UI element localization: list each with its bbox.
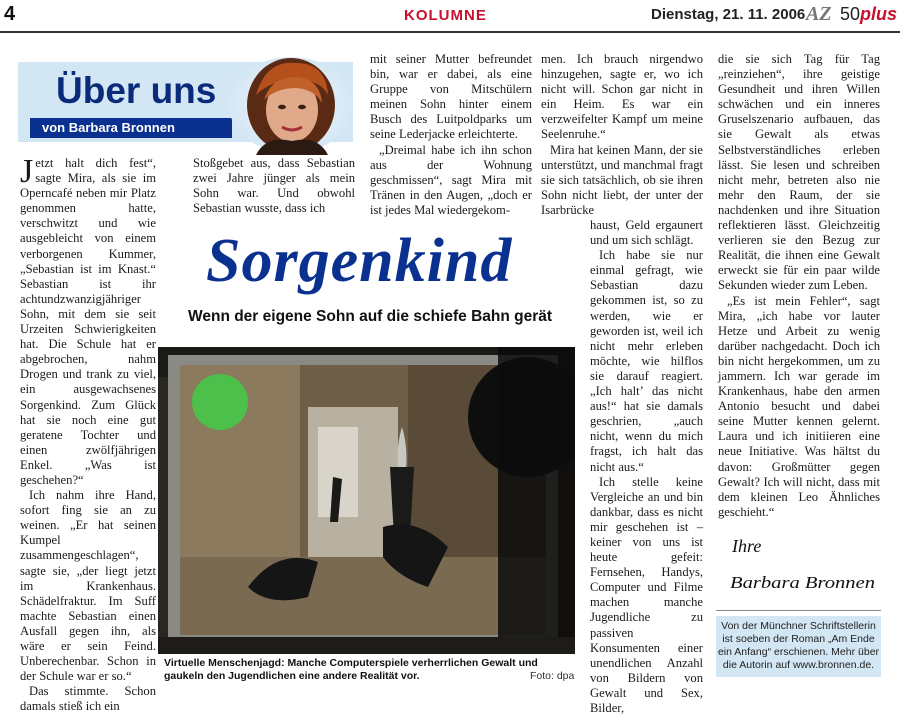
col5-paragraph-1: die sie sich Tag für Tag „reinziehen“, ihre geistige Gesundheit und ihren Willen schwächen und ein inneres Gruselszenario aufbauen, das sie Gewalt als etwas Selbstverständliches erleben lässt. Sie lesen und schreiben nicht mehr, betreten also nie mehr den Raum, der sie nachdenken und ihre Situation reflektieren lässt. Gleichzeitig verlieren sie den Bezug zur Realität, die ihnen eine Gewalt erweckt sie für ein paar wilde Sekunden wieder zum Leben. <box>718 52 880 293</box>
handwritten-signature <box>730 530 880 600</box>
header-rule <box>0 31 900 33</box>
article-column-2 <box>193 156 355 216</box>
brand-suffix: plus <box>860 4 898 24</box>
col3-paragraph-2: „Dreimal habe ich ihn schon aus der Wohnung geschmissen“, sagt Mira mit Tränen in den Augen, „doch er ist jedes Mal wiedergekom- <box>370 142 532 217</box>
col4-paragraph-4: Ich stelle keine Vergleiche an und bin dankbar, dass es nicht mir geschehen ist – keiner von uns ist heute gefeit: Fernsehen, Handys, Computer und Filme machen manche Jugendliche zu passiven Konsumenten einer unendlichen Anzahl von Bildern von Gewalt und Sex, Bilder, <box>590 474 703 715</box>
column-title: Über uns <box>56 70 217 111</box>
signature-name: Barbara Bronnen <box>730 573 875 592</box>
article-column-4 <box>541 52 703 218</box>
article-column-4-narrow <box>590 218 703 716</box>
signature-ihre: Ihre <box>732 536 762 556</box>
drop-cap: J <box>20 153 34 190</box>
article-column-3 <box>370 52 532 218</box>
col5-paragraph-2: „Es ist mein Fehler“, sagt Mira, „ich habe vor lauter Hetze und Arbeit zu wenig darüber nachgedacht. Doch ich bin nicht hergekommen, um zu jammern. Ich war gerade im Krankenhaus, habe den armen Antonio besucht und dabei seine Mutter kennen gelernt. Laura und ich initiieren eine neue Initiative. Was hältst du davon: Großmütter gegen Gewalt? Ich will nicht, dass mit dem kleinen Leo Ähnliches geschieht.“ <box>718 293 880 519</box>
game-screenshot-photo <box>158 347 575 654</box>
col1-paragraph-3: Das stimmte. Schon damals stieß ich ein <box>20 684 156 714</box>
author-byline: von Barbara Bronnen <box>42 120 175 135</box>
author-portrait <box>226 55 356 155</box>
article-column-5 <box>718 52 880 520</box>
rubric-label: KOLUMNE <box>404 7 487 24</box>
brand-50plus <box>840 4 897 25</box>
bio-rule <box>716 610 881 611</box>
brand-prefix: 50 <box>840 4 861 24</box>
col4-paragraph-3: Ich habe sie nur einmal gefragt, wie Sebastian dazu gekommen ist, so zu werden, wie er geworden ist, weil ich nicht mehr erleben möchte, wie hilflos sie darauf reagiert. „Ich halt’ das nicht aus!“ hat sie damals geschrien, „auch nicht, wenn du mich fragst, ich halt das nicht aus.“ <box>590 248 703 474</box>
photo-caption: Virtuelle Menschenjagd: Manche Computerspiele verherrlichen Gewalt und gaukeln den Jugendlichen eine andere Realität vor. <box>164 657 538 682</box>
col2-paragraph: Stoßgebet aus, dass Sebastian zwei Jahre jünger als mein Sohn war. Und obwohl Sebastian wusste, dass ich <box>193 156 355 216</box>
page-number: 4 <box>4 3 16 25</box>
az-logo: AZ <box>806 3 832 25</box>
col1-paragraph-1: etzt halt dich fest“, sagte Mira, als sie im Operncafé neben mir Platz genommen hatte, verschwitzt und wie ausgebleicht von einem verborgenen Kummer, „Sebastian ist im Knast.“ Sebastian ist ihr achtundzwanzigjähriger Sohn, mit dem sie seit Urzeiten Schwierigkeiten hat. Die Schule hat er abgebrochen, nahm Drogen und trank zu viel, ein ausgewachsenes Sorgenkind. Zum Glück hat sie noch eine gut geratene Tochter und einen zwölfjährigen Enkel. „Was ist geschehen?“ <box>20 156 156 487</box>
author-bio: Von der Münchner Schriftstellerin ist soeben der Roman „Am Ende ein Anfang“ erschienen. Mehr über die Autorin auf www.bronnen.de. <box>716 616 881 677</box>
col4-paragraph-2a: Mira hat keinen Mann, der sie unterstützt, und manchmal fragt sie sich tatsächlich, ob sie ihren Sohn nicht liebt, der unter der Isarbrücke <box>541 142 703 217</box>
col4-paragraph-2b: haust, Geld ergaunert und um sich schlägt. <box>590 218 703 248</box>
article-subheadline: Wenn der eigene Sohn auf die schiefe Bahn gerät <box>188 308 553 325</box>
photo-credit: Foto: dpa <box>530 670 575 682</box>
col1-paragraph-2: Ich nahm ihre Hand, sofort fing sie an zu weinen. „Er hat seinen Kumpel zusammengeschlagen“, sagte sie, „der liegt jetzt im Krankenhaus. Schädelfraktur. Im Suff machte Sebastian einen Ausfall gegen ihn, als wäre er sein Feind. Unberechenbar. Schon in der Schule war er so.“ <box>20 488 156 684</box>
col3-paragraph-1: mit seiner Mutter befreundet bin, war er dabei, als eine Gruppe von Mitschülern meinen Sohn hinter einem Busch des Luitpoldparks um seine Lederjacke erleichterte. <box>370 52 532 142</box>
col4-paragraph-1: men. Ich brauch nirgendwo hinzugehen, sagte er, wo ich nicht will. Schon gar nicht in ein Heim. Es war ein verzweifelter Kampf um meine Seelenruhe.“ <box>541 52 703 142</box>
issue-date: Dienstag, 21. 11. 2006 <box>651 6 806 23</box>
article-headline: Sorgenkind <box>206 227 513 295</box>
article-column-1 <box>20 153 156 714</box>
